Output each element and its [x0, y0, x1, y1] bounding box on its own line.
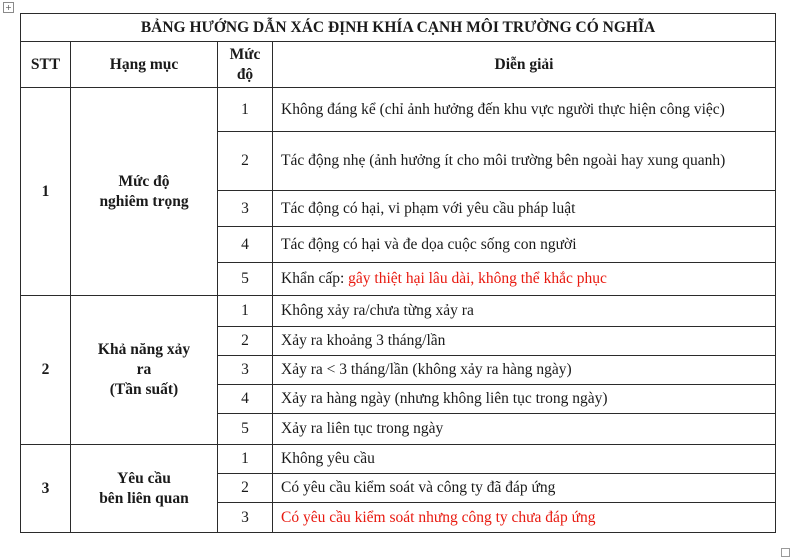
level-cell: 1 — [218, 296, 273, 327]
description-cell: Xảy ra hàng ngày (nhưng không liên tục trong ngày) — [273, 385, 776, 414]
group-stt: 1 — [21, 88, 71, 296]
level-cell: 4 — [218, 385, 273, 414]
category-line: (Tần suất) — [109, 381, 179, 398]
header-level — [218, 42, 273, 88]
description-cell: Không xảy ra/chưa từng xảy ra — [273, 296, 776, 327]
description-highlight: gây thiệt hại lâu dài, không thể khắc phục — [348, 270, 607, 287]
header-stt: STT — [21, 42, 71, 88]
description-cell: Không yêu cầu — [273, 445, 776, 474]
move-anchor-icon[interactable]: + — [3, 2, 14, 13]
description-cell: Tác động nhẹ (ảnh hưởng ít cho môi trường bên ngoài hay xung quanh) — [273, 132, 776, 191]
description-cell: Không đáng kể (chỉ ảnh hưởng đến khu vực người thực hiện công việc) — [273, 88, 776, 132]
level-cell: 2 — [218, 474, 273, 503]
description-cell: Có yêu cầu kiểm soát và công ty đã đáp ứng — [273, 474, 776, 503]
header-level-line2: độ — [236, 65, 254, 83]
category-line: Mức độ — [118, 172, 170, 190]
table-title: BẢNG HƯỚNG DẪN XÁC ĐỊNH KHÍA CẠNH MÔI TRƯỜNG CÓ NGHĨA — [21, 14, 776, 42]
group-category — [71, 88, 218, 296]
group-stt: 3 — [21, 445, 71, 533]
category-line: Yêu cầu — [117, 469, 171, 487]
category-line: nghiêm trọng — [99, 192, 189, 210]
header-description: Diễn giải — [273, 42, 776, 88]
category-line: ra — [136, 361, 152, 378]
description-prefix: Khẩn cấp: — [281, 270, 349, 287]
group-category — [71, 445, 218, 533]
level-cell: 2 — [218, 327, 273, 356]
group-category — [71, 296, 218, 445]
header-category: Hạng mục — [71, 42, 218, 88]
level-cell: 2 — [218, 132, 273, 191]
category-line: bên liên quan — [99, 489, 189, 507]
level-cell: 1 — [218, 445, 273, 474]
environmental-aspect-table — [20, 13, 776, 533]
level-cell: 3 — [218, 503, 273, 533]
header-level-line1: Mức — [229, 45, 261, 63]
group-stt: 2 — [21, 296, 71, 445]
description-cell: Tác động có hại và đe dọa cuộc sống con người — [273, 227, 776, 263]
description-cell: Xảy ra < 3 tháng/lần (không xảy ra hàng ngày) — [273, 356, 776, 385]
level-cell: 3 — [218, 356, 273, 385]
description-cell: Tác động có hại, vi phạm với yêu cầu pháp luật — [273, 191, 776, 227]
level-cell: 3 — [218, 191, 273, 227]
resize-handle-icon[interactable] — [781, 548, 790, 557]
level-cell: 4 — [218, 227, 273, 263]
description-cell: Xảy ra liên tục trong ngày — [273, 414, 776, 445]
level-cell: 5 — [218, 414, 273, 445]
description-cell — [273, 263, 776, 296]
category-line: Khả năng xảy — [97, 341, 191, 358]
description-cell: Có yêu cầu kiểm soát nhưng công ty chưa đáp ứng — [273, 503, 776, 533]
level-cell: 1 — [218, 88, 273, 132]
description-cell: Xảy ra khoảng 3 tháng/lần — [273, 327, 776, 356]
level-cell: 5 — [218, 263, 273, 296]
